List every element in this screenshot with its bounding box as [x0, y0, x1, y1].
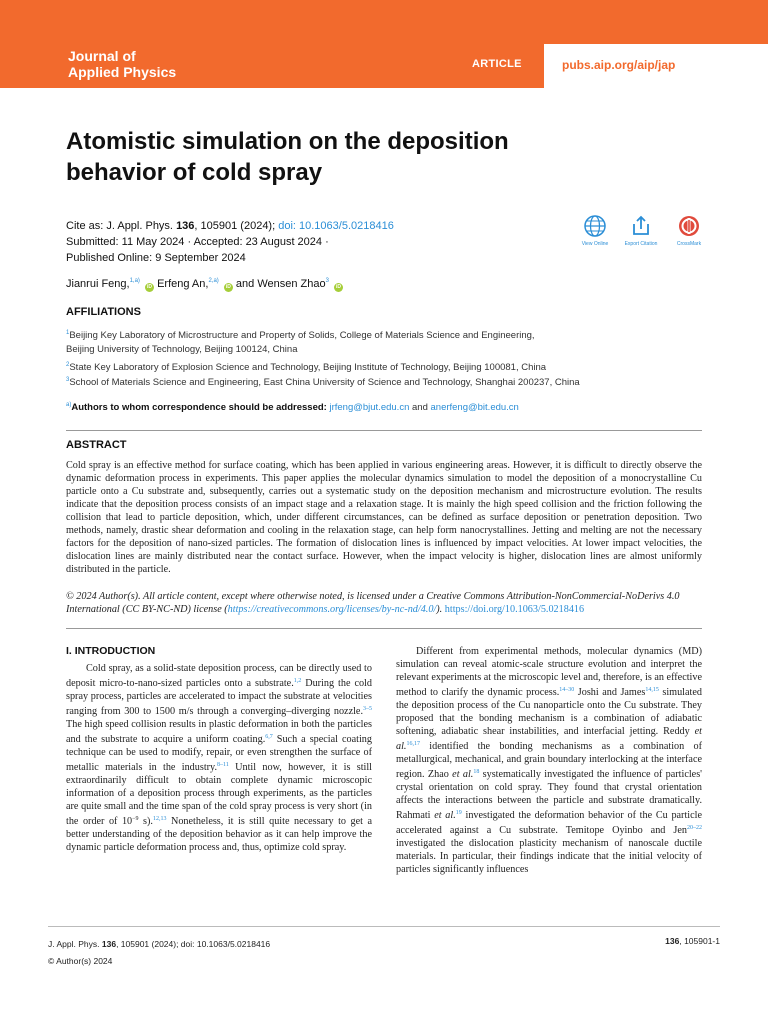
section-heading-introduction: I. INTRODUCTION — [66, 645, 156, 657]
crossmark-button[interactable]: CrossMark — [664, 214, 714, 247]
article-title: Atomistic simulation on the deposition behavior of cold spray — [66, 128, 509, 186]
orcid-icon[interactable]: iD — [147, 284, 152, 290]
article-action-badges — [570, 214, 720, 254]
journal-header-bar — [0, 0, 768, 88]
citation-ref[interactable]: 6,7 — [265, 734, 273, 740]
export-icon — [629, 214, 653, 238]
paragraph: Cold spray, as a solid-state deposition process, can be directly used to deposit micro-to-nano-sized particles onto a substrate.$^{1,2}$ During the cold spray process, particles are accelerated to impact the substrate at velocities ranging from 300 to 1500 m/s through a converging–diverging nozzle.$^{3-5}$ The high speed collision results in plastic deformation in both the particles and the substrate to acquire a uniform coating.$^{6,7}$ Such a special coating technique can be used to modify, repair, or even strengthen the surface of metallic materials in the industry.$^{8-11}$ Until now, however, it is still extraordinarily difficult to obtain complete dynamic microscopic information of a deposition process through experiments, as the particles are quite small and the time span of the cold spray process is very short (in the order of $10^{-9}$ s).$^{12,13}$ Nonetheless, it is still quite necessary to get a better understanding of the deposition behavior as it can help improve the dynamic particle deformation process and, thus, optimize cold spray. — [66, 663, 373, 853]
export-citation-button[interactable]: Export Citation — [616, 214, 666, 247]
section-divider — [66, 628, 702, 629]
citation-ref[interactable]: 19 — [455, 810, 462, 816]
body-column-left — [66, 662, 372, 854]
journal-name[interactable]: Journal of Applied Physics — [68, 48, 177, 80]
affiliation-item: $^1$Beijing Key Laboratory of Microstructure and Property of Solids, College of Materials Science and Engineering, Beijing University of Technology, Beijing 100124, China — [66, 330, 535, 355]
section-divider — [66, 430, 702, 431]
email-link[interactable]: jrfeng@bjut.edu.cn — [329, 402, 410, 413]
author-name[interactable]: and Wensen Zhao — [235, 278, 326, 290]
affiliation-item: $^3$School of Materials Science and Engineering, East China University of Science and Technology, Shanghai 200237, China — [66, 377, 580, 388]
citation-ref[interactable]: 14–30 — [559, 687, 575, 693]
citation-ref[interactable]: 8–11 — [217, 762, 229, 768]
license-statement: © 2024 Author(s). All article content, except where otherwise noted, is licensed under a Creative Commons Attribution-NonCommercial-NoDerivs 4.0 International (CC BY-NC-ND) license (https://creativecommons.org/licenses/by-nc-nd/4.0/). https://doi.org/10.1063/5.0218416 — [66, 591, 680, 615]
submitted-dates: Submitted: 11 May 2024 · Accepted: 23 August 2024 · — [66, 236, 329, 248]
body-column-right — [396, 645, 702, 876]
doi-link[interactable]: doi: 10.1063/5.0218416 — [278, 220, 394, 232]
abstract-heading: ABSTRACT — [66, 439, 127, 451]
citation-ref[interactable]: 1,2 — [293, 678, 302, 684]
orcid-icon[interactable]: iD — [225, 284, 231, 290]
email-link[interactable]: anerfeng@bit.edu.cn — [430, 402, 519, 413]
abstract-text: Cold spray is an effective method for surface coating, which has been applied in various engineering areas. However, it is difficult to directly observe the dynamic deformation process in experiments. This paper applies the molecular dynamics simulation to model the deposition of a monocrystalline Cu particle onto a Cu substrate and, subsequently, carries out a systematic study on the deposition mechanism and microstructure evolution. The results indicate that the deposition process consists of an impact stage and a relaxation stage. It is mainly the high speed collision and the friction following the collision that lead to particle deposition, which, under different circumstances, can be defined as surface deposition or penetration deposition. Two methods, namely, drastic shear deformation and cooling in the relaxation stage, can help form nanocrystallines. Jetting and melting are not the necessary factors for the deposition of nano-sized particles. The formation of dislocation lines is influenced by impact velocities. At lower impact velocities, the dislocation lines are mainly distributed near the contact surface. However, when the impact velocity is higher, dislocation lines are almost uniformly distributed in the particle. — [66, 460, 702, 575]
paragraph: Different from experimental methods, molecular dynamics (MD) simulation can reveal atomic-scale structure evolution and interpret the relevant experiments at the microscopic level and, therefore, is an effective method to clarify the dynamic process.$^{14-30}$ Joshi and James$^{14,15}$ simulated the deposition process of the Cu nanoparticle onto the Cu substrate. They proposed that the bonding mechanism is a combination of adiabatic softening, adiabatic shear instabilities, and interfacial jetting. Reddy et al.$^{16,17}$ identified the bonding mechanisms as a combination of metallurgical, mechanical, and grain boundary interlocking at the interface region. Zhao et al.$^{18}$ systematically investigated the influence of particles' crystal orientation on cold spray. They found that crystal orientation affects the interactions between the particle and substrate dramatically. Rahmati et al.$^{19}$ investigated the deformation behavior of the Cu particle accelerated against a Cu substrate. Temitope Oyinbo and Jen$^{20-22}$ investigated the dislocation plasticity mechanism of nanoscale ductile materials. In particular, their findings indicate that the initial velocity of particles significantly influences — [396, 646, 702, 875]
affiliation-item: $^2$State Key Laboratory of Explosion Science and Technology, Beijing Institute of Technology, Beijing 100081, China — [66, 362, 547, 373]
citation-ref[interactable]: 18 — [473, 769, 480, 775]
citation-ref[interactable]: 3–5 — [363, 706, 372, 712]
license-link[interactable]: https://creativecommons.org/licenses/by-nc-nd/4.0/ — [227, 604, 437, 615]
author-name[interactable]: Jianrui Feng, — [66, 278, 130, 290]
published-date: Published Online: 9 September 2024 — [66, 252, 246, 264]
citation-ref[interactable]: 14,15 — [645, 687, 659, 693]
footer-divider — [48, 926, 720, 927]
doi-link[interactable]: https://doi.org/10.1063/5.0218416 — [444, 604, 585, 615]
author-name[interactable]: Erfeng An, — [157, 278, 209, 290]
article-type-tag: ARTICLE — [472, 58, 522, 70]
footer-page-number: 136, 105901-1 — [665, 936, 720, 946]
citation-ref[interactable]: 20–22 — [687, 825, 702, 831]
view-online-button[interactable]: View Online — [570, 214, 620, 247]
journal-url-link[interactable]: pubs.aip.org/aip/jap — [562, 58, 676, 72]
affiliations-heading: AFFILIATIONS — [66, 306, 141, 318]
crossmark-icon — [677, 214, 701, 238]
citation-block: Cite as: J. Appl. Phys. 136, 105901 (2024); doi: 10.1063/5.0218416 Submitted: 11 May 2024 · Accepted: 23 August 2024 · Published Online: 9 September 2024 — [66, 220, 394, 264]
footer-citation: J. Appl. Phys. 136, 105901 (2024); doi: 10.1063/5.0218416 © Author(s) 2024 — [48, 936, 270, 970]
globe-icon — [583, 214, 607, 238]
author-list: Jianrui Feng,$^{1,a)}$ iD Erfeng An,$^{2,a)}$ iD and Wensen Zhao$^3$ iD — [66, 278, 342, 290]
journal-url-box[interactable] — [544, 44, 768, 88]
citation-ref[interactable]: 16,17 — [406, 741, 420, 747]
citation-ref[interactable]: 12,13 — [152, 816, 167, 822]
orcid-icon[interactable]: iD — [336, 284, 342, 290]
correspondence-line: $^{a)}$Authors to whom correspondence should be addressed: jrfeng@bjut.edu.cn and anerfeng@bit.edu.cn — [66, 402, 519, 413]
footer-copyright: © Author(s) 2024 — [48, 956, 113, 966]
